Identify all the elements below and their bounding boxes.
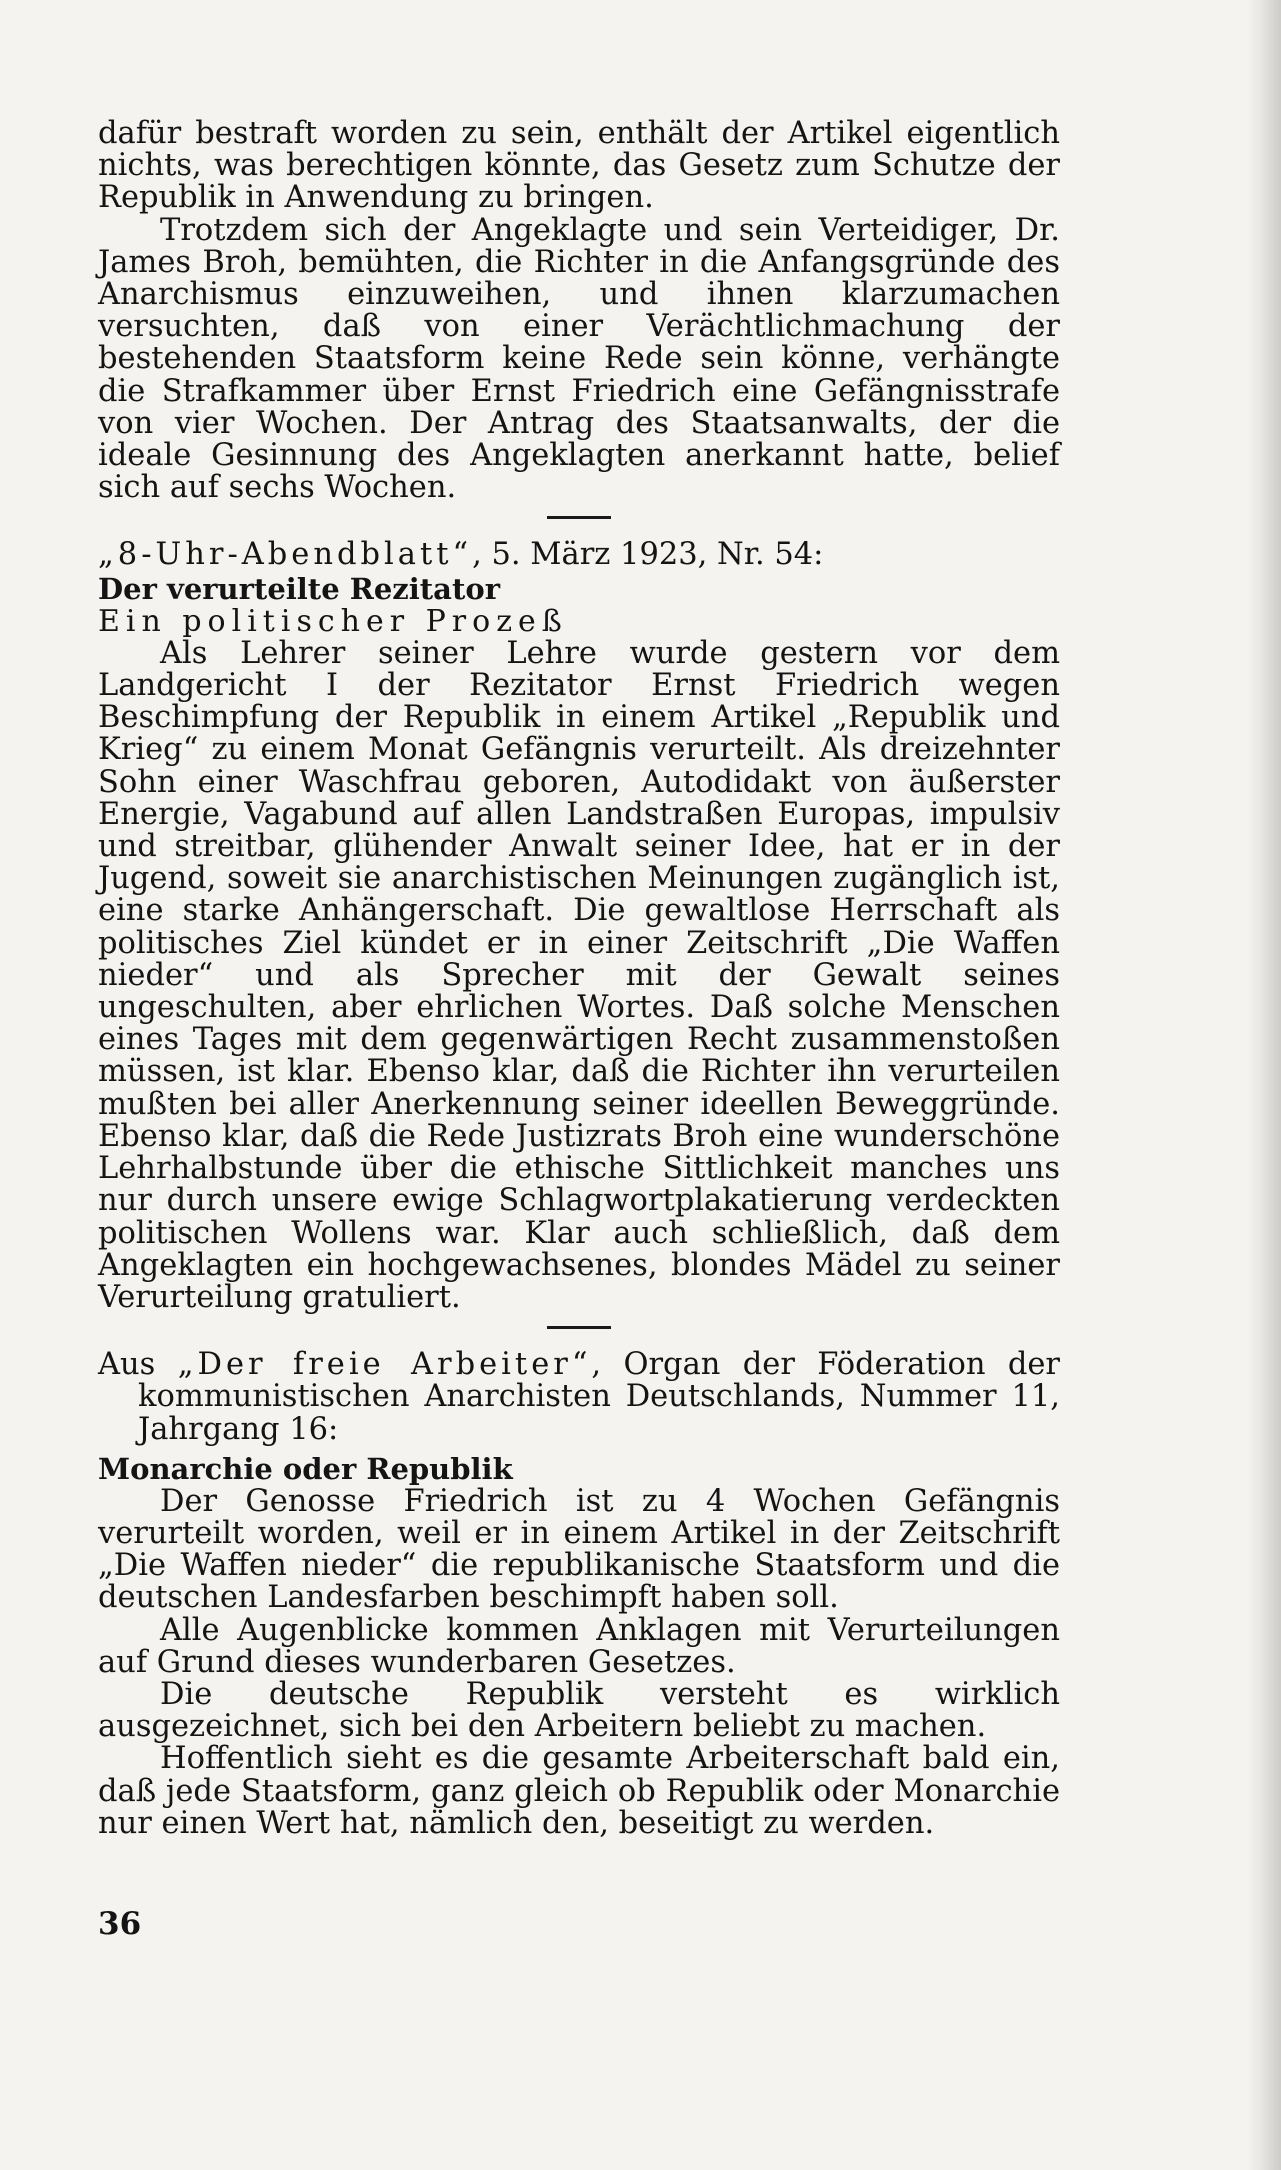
article-paragraph: Hoffentlich sieht es die gesamte Arbeiterschaft bald ein, daß jede Staatsform, ganz gleich ob Republik oder Monarchie nur einen Wert hat, nämlich den, beseitigt zu werden. xyxy=(98,1741,1060,1841)
page-edge-shadow xyxy=(1247,0,1281,2170)
article-paragraph: Der Genosse Friedrich ist zu 4 Wochen Gefängnis verurteilt worden, weil er in einem Artikel in der Zeitschrift „Die Waffen nieder“ die republikanische Staatsform und die deutschen Landesfarben beschimpft haben soll. xyxy=(98,1483,1060,1616)
article-paragraph: Alle Augenblicke kommen Anklagen mit Verurteilungen auf Grund dieses wunderbaren Gesetzes. xyxy=(98,1612,1060,1680)
text-column xyxy=(98,118,1060,1840)
source-journal-name: „Der freie Arbeiter“ xyxy=(177,1347,592,1383)
article-body: Als Lehrer seiner Lehre wurde gestern vor dem Landgericht I der Rezitator Ernst Friedrich wegen Beschimpfung der Republik in einem Artikel „Republik und Krieg“ zu einem Monat Gefängnis verurteilt. Als dreizehnter Sohn einer Waschfrau geboren, Autodidakt von äußerster Energie, Vagabund auf allen Landstraßen Europas, impulsiv und streitbar, glühender Anwalt seiner Idee, hat er in der Jugend, soweit sie anarchistischen Meinungen zugänglich ist, eine starke Anhängerschaft. Die gewaltlose Herrschaft als politisches Ziel kündet er in einer Zeitschrift „Die Waffen nieder“ und als Sprecher mit der Gewalt seines ungeschulten, aber ehrlichen Wortes. Daß solche Menschen eines Tages mit dem gegenwärtigen Recht zusammenstoßen müssen, ist klar. Ebenso klar, daß die Richter ihn verurteilen mußten bei aller Anerkennung seiner ideellen Beweggründe. Ebenso klar, daß die Rede Justizrats Broh eine wunderschöne Lehrhalbstunde über die ethische Sittlichkeit manches uns nur durch unsere ewige Schlagwortplakatierung verdeckten politischen Wollens war. Klar auch schließlich, daß dem Angeklagten ein hochgewachsenes, blondes Mädel zu seiner Verurteilung gratuliert. xyxy=(98,635,1060,1315)
source-citation xyxy=(98,539,1060,571)
source-prefix: Aus xyxy=(98,1347,178,1383)
source-details: , Organ der Föderation der kommunistischen Anarchisten Deutschlands, Nummer 11, Jahrgang 16: xyxy=(138,1347,1060,1447)
source-date: , 5. März 1923, Nr. 54: xyxy=(472,537,824,573)
article-subtitle: Ein politischer Prozeß xyxy=(98,603,568,639)
continued-paragraph: dafür bestraft worden zu sein, enthält der Artikel eigentlich nichts, was berechtigen könnte, das Gesetz zum Schutze der Republik in Anwendung zu bringen. xyxy=(98,116,1060,216)
trial-paragraph: Trotzdem sich der Angeklagte und sein Verteidiger, Dr. James Broh, bemühten, die Richter in die Anfangsgründe des Anarchismus einzuweihen, und ihnen klarzumachen versuchten, daß von einer Verächtlichmachung der bestehenden Staatsform keine Rede sein könne, verhängte die Strafkammer über Ernst Friedrich eine Gefängnisstrafe von vier Wochen. Der Antrag des Staatsanwalts, der die ideale Gesinnung des Angeklagten anerkannt hatte, belief sich auf sechs Wochen. xyxy=(98,212,1060,506)
page-number: 36 xyxy=(98,1906,142,1942)
source-newspaper-name: „8-Uhr-Abendblatt“ xyxy=(98,537,473,573)
section-divider xyxy=(547,516,611,519)
section-divider xyxy=(547,1326,611,1329)
article-title: Der verurteilte Rezitator xyxy=(98,571,500,606)
article-paragraph: Die deutsche Republik versteht es wirklich ausgezeichnet, sich bei den Arbeitern beliebt zu machen. xyxy=(98,1676,1060,1745)
article-title: Monarchie oder Republik xyxy=(98,1451,513,1486)
source-citation xyxy=(98,1349,1060,1446)
